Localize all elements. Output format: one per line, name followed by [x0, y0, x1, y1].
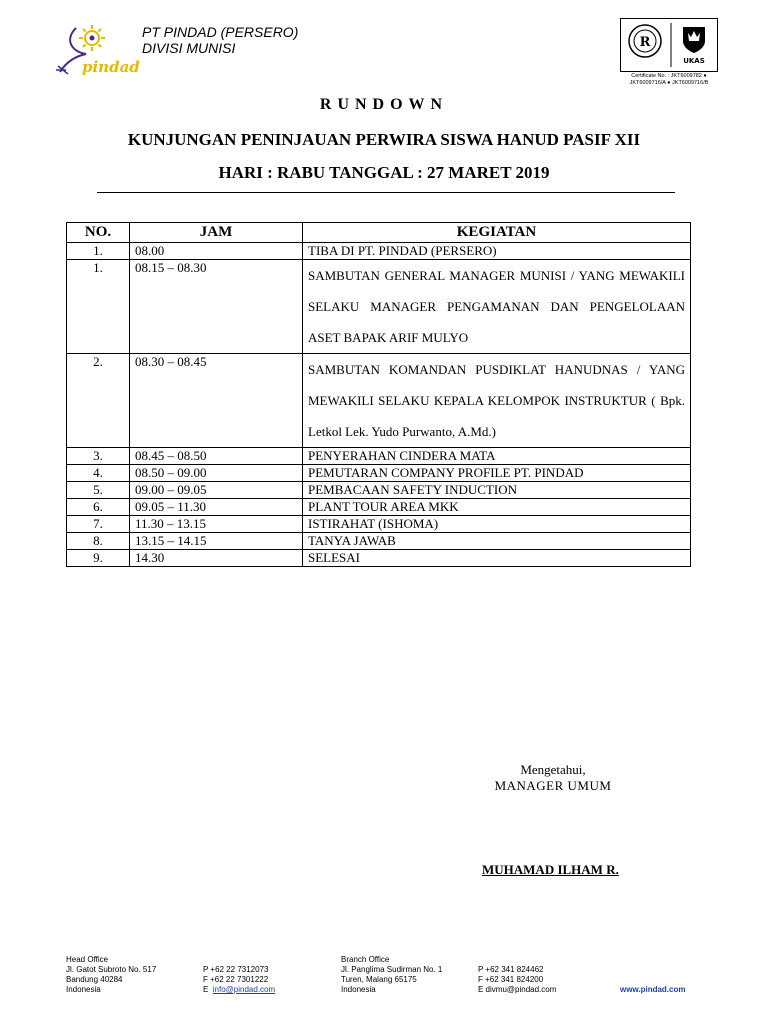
row-time: 09.05 – 11.30	[130, 499, 303, 516]
branch-office-country: Indonesia	[341, 985, 376, 994]
table-row	[67, 499, 691, 516]
head-office-contacts	[203, 965, 275, 995]
table-row	[67, 533, 691, 550]
signer-name: MUHAMAD ILHAM R.	[482, 862, 619, 877]
company-logo	[46, 16, 142, 84]
ukas-label: UKAS	[683, 57, 705, 65]
row-number: 3.	[67, 448, 130, 465]
table-row	[67, 354, 691, 448]
row-time: 08.50 – 09.00	[130, 465, 303, 482]
certification-badges	[620, 18, 718, 72]
branch-office-city: Turen, Malang 65175	[341, 975, 417, 984]
row-activity: SAMBUTAN KOMANDAN PUSDIKLAT HANUDNAS / YANG MEWAKILI SELAKU KEPALA KELOMPOK INSTRUKTUR ( Bpk. Letkol Lek. Yudo Purwanto, A.Md.)	[303, 354, 691, 448]
row-activity: PENYERAHAN CINDERA MATA	[303, 448, 691, 465]
head-office-email-prefix: E	[203, 985, 213, 994]
certification-seal-icon	[621, 19, 717, 71]
row-activity: TIBA DI PT. PINDAD (PERSERO)	[303, 243, 691, 260]
table-row	[67, 465, 691, 482]
row-number: 4.	[67, 465, 130, 482]
row-time: 08.45 – 08.50	[130, 448, 303, 465]
row-number: 1.	[67, 260, 130, 354]
svg-text:R: R	[639, 35, 651, 50]
table-row	[67, 448, 691, 465]
row-number: 6.	[67, 499, 130, 516]
certification-block	[620, 18, 718, 87]
document-date: HARI : RABU TANGGAL : 27 MARET 2019	[218, 163, 550, 182]
row-time: 08.30 – 08.45	[130, 354, 303, 448]
row-activity: SELESAI	[303, 550, 691, 567]
row-number: 9.	[67, 550, 130, 567]
branch-office-address	[341, 955, 442, 995]
branch-office-fax: F +62 341 824200	[478, 975, 544, 984]
row-time: 09.00 – 09.05	[130, 482, 303, 499]
approval-title: MANAGER UMUM	[494, 778, 612, 793]
row-number: 1.	[67, 243, 130, 260]
head-office-email-link[interactable]: info@pindad.com	[212, 985, 276, 994]
row-time: 13.15 – 14.15	[130, 533, 303, 550]
head-office-country: Indonesia	[66, 985, 101, 994]
row-activity: PEMUTARAN COMPANY PROFILE PT. PINDAD	[303, 465, 691, 482]
branch-office-phone: P +62 341 824462	[478, 965, 544, 974]
branch-office-email: E divmu@pindad.com	[478, 985, 557, 994]
table-row	[67, 243, 691, 260]
table-header-row	[67, 223, 691, 243]
row-activity: SAMBUTAN GENERAL MANAGER MUNISI / YANG MEWAKILI SELAKU MANAGER PENGAMANAN DAN PENGELOLAAN ASET BAPAK ARIF MULYO	[303, 260, 691, 354]
table-row	[67, 516, 691, 533]
column-header-kegiatan: KEGIATAN	[303, 223, 691, 243]
table-row	[67, 260, 691, 354]
head-office-email-row	[203, 985, 275, 995]
pindad-emblem-icon	[46, 16, 142, 84]
column-header-jam: JAM	[130, 223, 303, 243]
row-activity: ISTIRAHAT (ISHOMA)	[303, 516, 691, 533]
branch-office-street: Jl. Panglima Sudirman No. 1	[341, 965, 443, 974]
row-time: 11.30 – 13.15	[130, 516, 303, 533]
row-activity: PEMBACAAN SAFETY INDUCTION	[303, 482, 691, 499]
row-number: 2.	[67, 354, 130, 448]
title-divider	[97, 192, 675, 193]
head-office-address	[66, 955, 156, 995]
logo-wordmark: pindad	[82, 58, 140, 76]
table-row	[67, 550, 691, 567]
website-link[interactable]: www.pindad.com	[620, 985, 686, 994]
certificate-line-1: Certificate No. : JKT6009782 ●	[631, 73, 707, 79]
head-office-city: Bandung 40284	[66, 975, 123, 984]
row-time: 14.30	[130, 550, 303, 567]
document-title: RUNDOWN	[319, 96, 449, 113]
division-name: DIVISI MUNISI	[142, 40, 236, 56]
table-row	[67, 482, 691, 499]
certificate-line-2: JKT6009716/A ● JKT6009716/B	[629, 80, 709, 86]
head-office-street: Jl. Gatot Subroto No. 517	[66, 965, 157, 974]
column-header-no: NO.	[67, 223, 130, 243]
head-office-fax: F +62 22 7301222	[203, 975, 269, 984]
schedule-table	[66, 222, 691, 567]
branch-office-heading: Branch Office	[341, 955, 390, 964]
row-number: 5.	[67, 482, 130, 499]
company-name: PT PINDAD (PERSERO)	[142, 24, 299, 40]
row-time: 08.00	[130, 243, 303, 260]
document-subtitle: KUNJUNGAN PENINJAUAN PERWIRA SISWA HANUD PASIF XII	[127, 130, 641, 149]
row-time: 08.15 – 08.30	[130, 260, 303, 354]
head-office-phone: P +62 22 7312073	[203, 965, 269, 974]
row-number: 8.	[67, 533, 130, 550]
approval-label: Mengetahui,	[520, 762, 586, 777]
row-number: 7.	[67, 516, 130, 533]
certificate-numbers	[620, 73, 718, 87]
row-activity: TANYA JAWAB	[303, 533, 691, 550]
branch-office-contacts	[478, 965, 556, 995]
head-office-heading: Head Office	[66, 955, 109, 964]
row-activity: PLANT TOUR AREA MKK	[303, 499, 691, 516]
